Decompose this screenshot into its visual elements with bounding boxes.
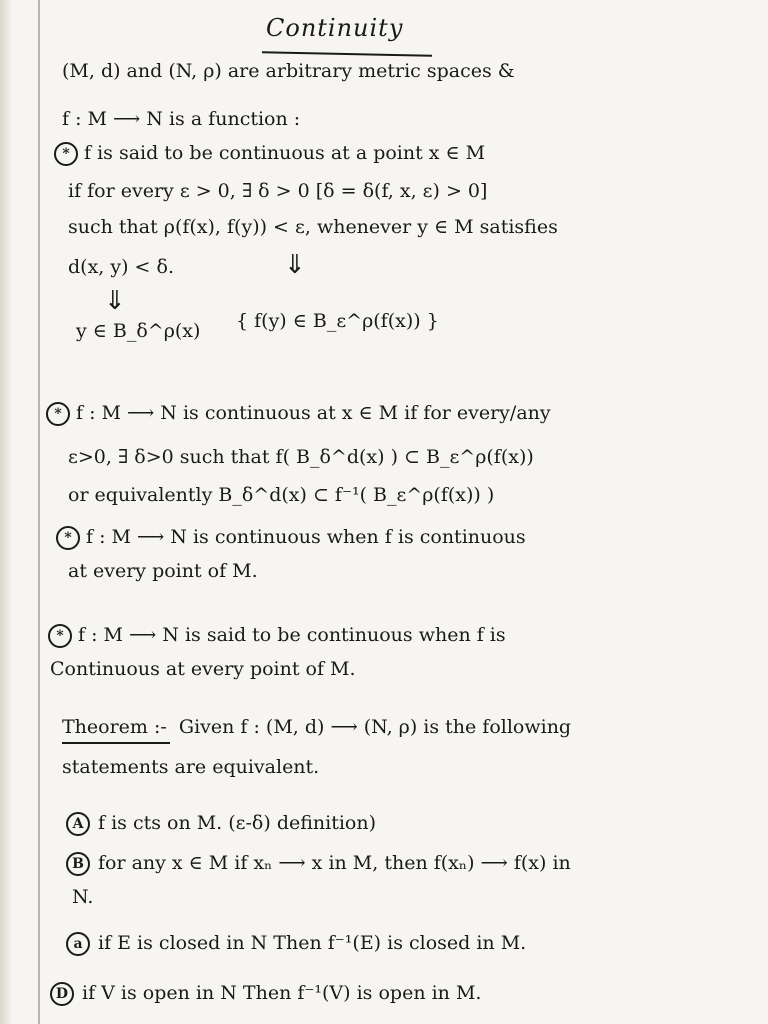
down-arrow-icon: ⇓ — [104, 286, 126, 316]
statement-b — [66, 852, 571, 876]
line-equivalently: or equivalently B_δ^d(x) ⊂ f⁻¹( B_ε^ρ(f(x)) ) — [68, 484, 495, 506]
statement-a-text: f is cts on M. (ε-δ) definition) — [98, 812, 377, 834]
line-distance-condition: d(x, y) < δ. — [68, 256, 174, 278]
page-binding-shadow — [0, 0, 12, 1024]
circled-c-icon: a — [66, 932, 90, 956]
line-continuous-every-point: Continuous at every point of M. — [50, 658, 356, 680]
def-continuity-at-x — [46, 402, 551, 426]
statement-c — [66, 932, 526, 956]
line-ball-membership: y ∈ B_δ^ρ(x) — [76, 320, 201, 342]
theorem-underline — [62, 742, 170, 744]
def-continuous-everywhere-text: f : M ⟶ N is continuous when f is continuous — [86, 526, 526, 548]
line-every-point: at every point of M. — [68, 560, 258, 582]
def-continuity-at-x-text: f : M ⟶ N is continuous at x ∈ M if for every/any — [76, 402, 551, 424]
def-continuous-function — [48, 624, 506, 648]
statement-c-text: if E is closed in N Then f⁻¹(E) is closed in M. — [98, 932, 527, 954]
star-bullet-icon: * — [48, 624, 72, 648]
theorem-label: Theorem :- — [62, 716, 167, 738]
line-epsilon-delta: if for every ε > 0, ∃ δ > 0 [δ = δ(f, x, ε) > 0] — [68, 180, 488, 202]
line-ball-inclusion: ε>0, ∃ δ>0 such that f( B_δ^d(x) ) ⊂ B_ε^ρ(f(x)) — [68, 446, 534, 468]
title-underline — [262, 51, 432, 57]
down-arrow-icon: ⇓ — [284, 250, 306, 280]
margin-line — [38, 0, 40, 1024]
statement-b-continuation: N. — [72, 886, 94, 908]
line-statements-equivalent: statements are equivalent. — [62, 756, 320, 778]
statement-d — [50, 982, 481, 1006]
line-image-ball: { f(y) ∈ B_ε^ρ(f(x)) } — [236, 310, 439, 332]
statement-d-text: if V is open in N Then f⁻¹(V) is open in M. — [82, 982, 482, 1004]
theorem-heading — [62, 718, 571, 737]
star-bullet-icon: * — [56, 526, 80, 550]
circled-a-icon: A — [66, 812, 90, 836]
star-bullet-icon: * — [46, 402, 70, 426]
line-such-that: such that ρ(f(x), f(y)) < ε, whenever y ∈ M satisfies — [68, 216, 558, 238]
statement-a — [66, 812, 376, 836]
theorem-text: Given f : (M, d) ⟶ (N, ρ) is the following — [178, 716, 572, 738]
statement-b-text: for any x ∈ M if xₙ ⟶ x in M, then f(xₙ) ⟶ f(x) in — [98, 852, 571, 874]
def-continuous-function-text: f : M ⟶ N is said to be continuous when f is — [78, 624, 506, 646]
def-point-continuity — [54, 142, 485, 166]
circled-b-icon: B — [66, 852, 90, 876]
page-title: Continuity — [266, 14, 404, 42]
circled-d-icon: D — [50, 982, 74, 1006]
line-metric-spaces: (M, d) and (N, ρ) are arbitrary metric spaces & — [62, 60, 515, 82]
def-point-continuity-text: f is said to be continuous at a point x ∈ M — [84, 142, 486, 164]
line-function-def: f : M ⟶ N is a function : — [62, 108, 301, 130]
star-bullet-icon: * — [54, 142, 78, 166]
def-continuous-everywhere — [56, 526, 526, 550]
